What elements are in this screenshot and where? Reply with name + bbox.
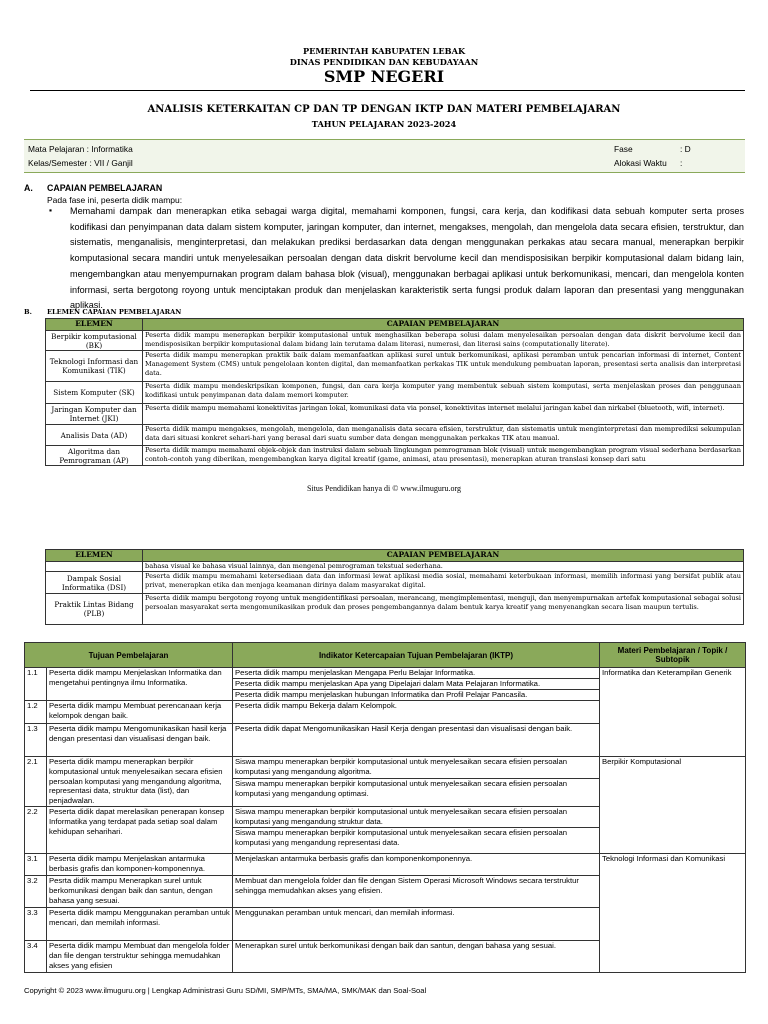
tp-number: 2.1 <box>25 756 47 807</box>
element-name: Praktik Lintas Bidang (PLB) <box>46 594 143 625</box>
table-header-cp: CAPAIAN PEMBELAJARAN <box>143 319 744 331</box>
table-header-element: ELEMEN <box>46 319 143 331</box>
tp-indicator: Membuat dan mengelola folder dan file dengan Sistem Operasi Microsoft Windows secara terstruktur sehingga memudahkan akses yang efisien. <box>233 876 600 908</box>
tp-number: 1.1 <box>25 668 47 701</box>
element-name: Jaringan Komputer dan Internet (JKI) <box>46 404 143 425</box>
tp-number: 3.3 <box>25 908 47 941</box>
meta-time-value: : <box>680 158 683 168</box>
elements-table-continued <box>45 549 744 625</box>
tp-header-iktp: Indikator Ketercapaian Tujuan Pembelajaran (IKTP) <box>233 643 600 668</box>
element-cp: bahasa visual ke bahasa visual lainnya, dan mengenal pemrograman tekstual sederhana. <box>143 562 744 572</box>
tp-goal: Peserta didik mampu Membuat perencanaan kerja kelompok dengan baik. <box>47 700 233 723</box>
tp-number: 2.2 <box>25 807 47 854</box>
tp-indicator: Siswa mampu menerapkan berpikir komputasional untuk menyelesaikan secara efisien persoalan komputasi yang mengandung optimasi. <box>233 779 600 807</box>
tp-materi: Berpikir Komputasional <box>600 756 746 853</box>
table-row <box>46 594 744 625</box>
header-department: DINAS PENDIDIKAN DAN KEBUDAYAAN <box>289 57 479 67</box>
table-header-row <box>46 319 744 331</box>
table-row <box>46 404 744 425</box>
tp-indicator: Menjelaskan antarmuka berbasis grafis dan komponenkomponennya. <box>233 854 600 876</box>
element-name: Berpikir komputasional (BK) <box>46 331 143 351</box>
section-a-intro: Pada fase ini, peserta didik mampu: <box>47 195 183 205</box>
section-a-text: Memahami dampak dan menerapkan etika sebagai warga digital, memahami komponen, fungsi, cara kerja, dan kodifikasi data sebuah komputer serta proses kodifikasi dan penyimpanan data dalam sistem komputer, jaringan komputer, dan internet, mengakses, mengolah, dan mengelola data secara efisien, terstruktur, dan sistematis, menganalisis, menginterpretasi, dan melakukan prediksi berdasarkan data dengan menggunakan perkakas atau secara manual, menerapkan berpikir komputasional secara mandiri untuk menyelesaikan persoalan dengan data diskrit bervolume kecil dan mendisposisikan berpikir komputasional dalam bidang lain, mengembangkan atau menyempurnakan program dalam bahasa blok (visual), menggunakan berbagai aplikasi untuk berkomunikasi, mencari, dan mengelola konten informasi, serta bergotong royong untuk menciptakan produk dan menjelaskan karakteristik serta fungsi produk dalam laporan dan presentasi yang menggunakan aplikasi. <box>70 206 744 311</box>
section-a-title: CAPAIAN PEMBELAJARAN <box>47 183 163 193</box>
meta-phase-label: Fase <box>614 144 633 154</box>
table-row <box>46 425 744 446</box>
table-row <box>46 446 744 466</box>
element-cp: Peserta didik mampu bergotong royong untuk mengidentifikasi persoalan, merancang, mengimplementasi, menguji, dan menyempurnakan artefak komputasional sebagai solusi persoalan masyarakat serta mengomunikasikan produk dan proses pengembangannya dalam bentuk karya kreatif yang menyenangkan secara lisan maupun tertulis. <box>143 594 744 625</box>
tp-number: 1.2 <box>25 700 47 723</box>
element-cp: Peserta didik mampu mengakses, mengolah, mengelola, dan menganalisis data secara efisien, terstruktur, dan sistematis untuk menginterpretasi dan memprediksi sekumpulan data dari situasi konkret sehari-hari yang berasal dari suatu sumber data dengan menggunakan perkakas TIK atau manual. <box>143 425 744 446</box>
tp-materi: Informatika dan Keterampilan Generik <box>600 668 746 757</box>
element-cp: Peserta didik mampu menerapkan berpikir komputasional untuk menghasilkan beberapa solusi dalam menyelesaikan persoalan dengan data diskrit bervolume kecil dan mendisposisikan berpikir komputasional dalam bidang lain terutama dalam literasi, numerasi, dan literasi sains (computationally literate). <box>143 331 744 351</box>
element-cp: Peserta didik mampu memahami konektivitas jaringan lokal, komunikasi data via ponsel, konektivitas internet melalui jaringan kabel dan nirkabel (bluetooth, wifi, internet). <box>143 404 744 425</box>
tp-indicator: Menggunakan peramban untuk mencari, dan memilah informasi. <box>233 908 600 941</box>
tp-header-goal: Tujuan Pembelajaran <box>25 643 233 668</box>
footer-copyright: Copyright © 2023 www.ilmuguru.org | Lengkap Administrasi Guru SD/MI, SMP/MTs, SMA/MA, SMK/MAK dan Soal-Soal <box>24 986 427 995</box>
header-school-name: SMP NEGERI <box>323 67 445 86</box>
element-cp: Peserta didik mampu mendeskripsikan komponen, fungsi, dan cara kerja komputer yang membentuk sebuah sistem komputasi, serta menjelaskan proses dan penggunaan kodifikasi untuk penyimpanan data dalam memori komputer. <box>143 382 744 404</box>
tp-header-materi: Materi Pembelajaran / Topik / Subtopik <box>600 643 746 668</box>
meta-time-label: Alokasi Waktu <box>614 158 667 168</box>
element-cp <box>143 446 744 466</box>
element-name: Sistem Komputer (SK) <box>46 382 143 404</box>
tp-goal: Peserta didik dapat merelasikan penerapan konsep Informatika yang terdapat pada setiap soal dalam kehidupan seharihari. <box>47 807 233 854</box>
tp-indicator: Siswa mampu menerapkan berpikir komputasional untuk menyelesaikan secara efisien persoalan komputasi yang mengandung representasi data. <box>233 828 600 854</box>
section-b-title: ELEMEN CAPAIAN PEMBELAJARAN <box>47 308 182 316</box>
meta-class: Kelas/Semester : VII / Ganjil <box>28 158 133 168</box>
tp-goal: Peserta didik mampu menerapkan berpikir komputasional untuk menyelesaikan secara efisien persoalan komputasi yang mengandung algoritma, representasi data, struktur data (list), dan penjadwalan. <box>47 756 233 807</box>
element-cp: Peserta didik mampu memahami ketersediaan data dan informasi lewat aplikasi media sosial, memahami keterbukaan informasi, memilih informasi yang bersifat publik atau privat, menerapkan etika dan menjaga keamanan dirinya dalam masyarakat digital. <box>143 572 744 594</box>
tp-materi: Teknologi Informasi dan Komunikasi <box>600 854 746 973</box>
table-row <box>46 572 744 594</box>
element-name: Analisis Data (AD) <box>46 425 143 446</box>
tp-header-row <box>25 643 746 668</box>
header-government: PEMERINTAH KABUPATEN LEBAK <box>302 46 466 56</box>
meta-subject: Mata Pelajaran : Informatika <box>28 144 133 154</box>
tp-indicator: Peserta didik mampu menjelaskan hubungan Informatika dan Profil Pelajar Pancasila. <box>233 689 600 700</box>
tp-indicator: Peserta didik mampu menjelaskan Apa yang Dipelajari dalam Mata Pelajaran Informatika. <box>233 678 600 689</box>
tp-number: 1.3 <box>25 723 47 756</box>
tp-row <box>25 756 746 779</box>
document-year: TAHUN PELAJARAN 2023-2024 <box>311 119 457 129</box>
table-row <box>46 382 744 404</box>
tp-indicator: Peserta didik mampu menjelaskan Mengapa Perlu Belajar Informatika. <box>233 668 600 679</box>
element-cp-text: Peserta didik mampu memahami objek-objek dan instruksi dalam sebuah lingkungan pemrograman blok (visual) untuk mengembangkan program visual sederhana berdasarkan contoh-contoh yang diberikan, mengembangkan karya digital kreatif (game, animasi, atau presentasi), menerapkan aturan translasi konsep dari satu <box>145 446 741 463</box>
tp-number: 3.4 <box>25 941 47 973</box>
site-watermark-text: Situs Pendidikan hanya di © www.ilmuguru.org <box>306 484 462 493</box>
table-row <box>46 351 744 382</box>
tp-indicator: Siswa mampu menerapkan berpikir komputasional untuk menyelesaikan secara efisien persoalan komputasi yang mengandung algoritma. <box>233 756 600 779</box>
tp-indicator: Siswa mampu menerapkan berpikir komputasional untuk menyelesaikan secara efisien persoalan komputasi yang mengandung struktur data. <box>233 807 600 828</box>
tp-goal: Peserta didik mampu Membuat dan mengelola folder dan file dengan terstruktur sehingga memudahkan akses yang efisien <box>47 941 233 973</box>
element-cp: Peserta didik mampu menerapkan praktik baik dalam memanfaatkan aplikasi surel untuk berkomunikasi, aplikasi peramban untuk pencarian informasi di internet, Content Management System (CMS) untuk pengelolaan konten digital, dan memanfaatkan perkakas TIK untuk mendukung pembuatan laporan, presentasi serta analisis dan interpretasi data. <box>143 351 744 382</box>
elements-table <box>45 318 744 466</box>
table-header-element: ELEMEN <box>46 550 143 562</box>
tp-goal: Pesrta didik mampu Menerapkan surel untuk berkomunikasi dengan baik dan santun, dengan bahasa yang sesuai. <box>47 876 233 908</box>
document-title: ANALISIS KETERKAITAN CP DAN TP DENGAN IKTP DAN MATERI PEMBELAJARAN <box>147 104 621 115</box>
element-name <box>46 562 143 572</box>
tp-number: 3.2 <box>25 876 47 908</box>
tp-indicator: Peserta didik mampu Bekerja dalam Kelompok. <box>233 700 600 723</box>
tp-number: 3.1 <box>25 854 47 876</box>
element-name: Algoritma dan Pemrograman (AP) <box>46 446 143 466</box>
tp-indicator: Peserta didik dapat Mengomunikasikan Hasil Kerja dengan presentasi dan visualisasi dengan baik. <box>233 723 600 756</box>
tp-goal: Peserta didik mampu Menjelaskan antarmuka berbasis grafis dan komponen-komponennya. <box>47 854 233 876</box>
tp-table <box>24 642 746 973</box>
tp-row <box>25 668 746 679</box>
section-a-letter: A. <box>24 183 33 193</box>
section-b-letter: B. <box>24 308 32 316</box>
tp-indicator: Menerapkan surel untuk berkomunikasi dengan baik dan santun, dengan bahasa yang sesuai. <box>233 941 600 973</box>
meta-phase-value: : D <box>680 144 691 154</box>
tp-goal: Peserta didik mampu Menjelaskan Informatika dan mengetahui pentingnya ilmu Informatika. <box>47 668 233 701</box>
tp-goal: Peserta didik mampu Menggunakan peramban untuk mencari, dan memilah informasi. <box>47 908 233 941</box>
bullet-icon: ▪ <box>49 205 53 215</box>
element-name: Teknologi Informasi dan Komunikasi (TIK) <box>46 351 143 382</box>
tp-goal: Peserta didik mampu Mengomunikasikan hasil kerja dengan presentasi dan visualisasi dengan baik. <box>47 723 233 756</box>
table-row <box>46 562 744 572</box>
tp-row <box>25 854 746 876</box>
table-header-cp: CAPAIAN PEMBELAJARAN <box>143 550 744 562</box>
table-row <box>46 331 744 351</box>
header-divider <box>30 90 745 91</box>
table-header-row <box>46 550 744 562</box>
element-name: Dampak Sosial Informatika (DSI) <box>46 572 143 594</box>
